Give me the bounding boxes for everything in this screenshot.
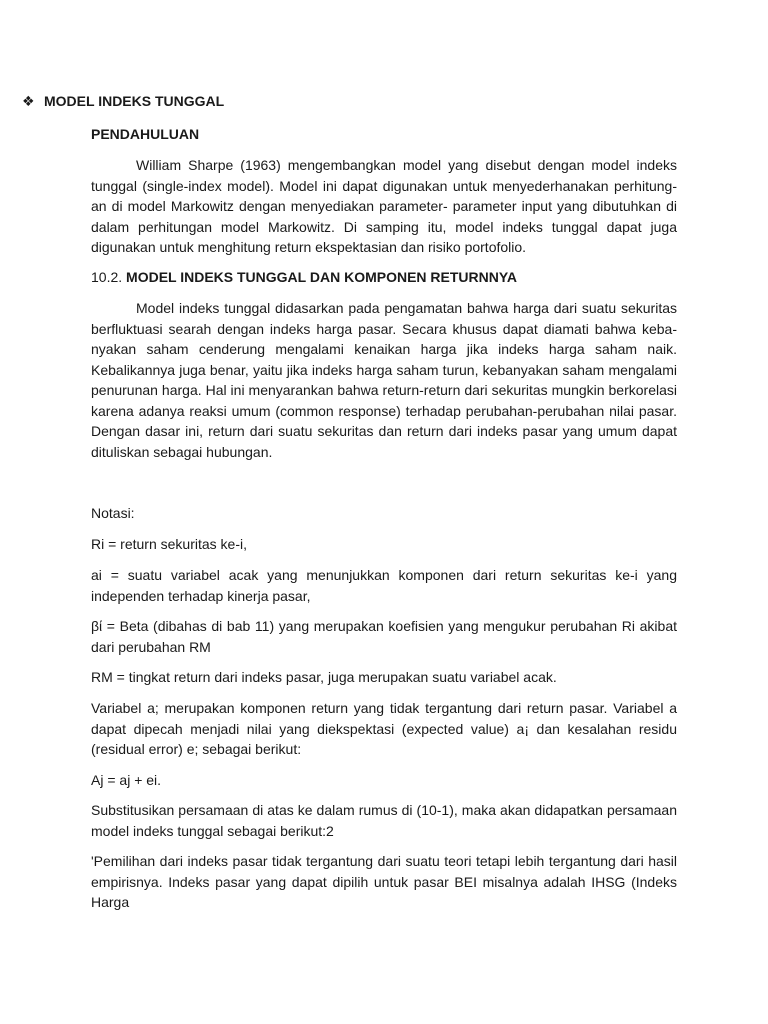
section-title-pendahuluan: PENDAHULUAN — [91, 126, 200, 142]
notasi-ai: ai = suatu variabel acak yang menunjukkan komponen dari return sekuritas ke-i yang independen terhadap kinerja pasar, — [91, 567, 677, 604]
paragraph-intro: William Sharpe (1963) mengembangkan model yang disebut dengan model indeks tunggal (single-index model). Model ini dapat digunakan untuk menyederhanakan perhitung- an di model Markowitz dengan menyediakan parameter- parameter input yang dibutuhkan di dalam perhitungan model Markowitz. Di samping itu, model indeks tunggal dapat juga digunakan untuk menghitung return ekspektasian dan risiko portofolio. — [91, 157, 677, 255]
notasi-label: Notasi: — [91, 505, 135, 521]
paragraph-variabel: Variabel a; merupakan komponen return yang tidak tergantung dari return pasar. Variabel a dapat dipecah menjadi nilai yang diekspektasi (expected value) a¡ dan kesalahan residu (residual error) e; sebagai berikut: — [91, 700, 677, 757]
paragraph-substitusi: Substitusikan persamaan di atas ke dalam rumus di (10-1), maka akan didapatkan persamaan model indeks tunggal sebagai berikut:2 — [91, 802, 677, 839]
section-number: 10.2. — [91, 269, 127, 285]
section-title-text: MODEL INDEKS TUNGGAL DAN KOMPONEN RETURNNYA — [126, 269, 518, 285]
paragraph-model: Model indeks tunggal didasarkan pada pengamatan bahwa harga dari suatu sekuritas berfluktuasi searah dengan indeks harga pasar. Secara khusus dapat diamati bahwa keba- nyakan saham cenderung mengalami kenaikan harga jika indeks harga saham naik. Kebalikannya juga benar, yaitu jika indeks harga saham turun, kebanyakan saham mengalami penurunan harga. Hal ini menyarankan bahwa return-return dari sekuritas mungkin berkorelasi karena adanya reaksi umum (common response) terhadap perubahan-perubahan nilai pasar. Dengan dasar ini, return dari suatu sekuritas dan return dari indeks pasar yang umum dapat dituliskan sebagai hubungan. — [91, 300, 677, 460]
equation: Aj = aj + ei. — [91, 772, 162, 788]
section-title-10-2 — [91, 267, 677, 288]
document-heading — [22, 93, 224, 110]
paragraph-footnote: 'Pemilihan dari indeks pasar tidak tergantung dari suatu teori tetapi lebih tergantung dari hasil empirisnya. Indeks pasar yang dapat dipilih untuk pasar BEI misalnya adalah IHSG (Indeks Harga — [91, 853, 677, 910]
notasi-beta: βί = Beta (dibahas di bab 11) yang merupakan koefisien yang mengukur perubahan Ri akibat dari perubahan RM — [91, 618, 677, 655]
document-heading-text: MODEL INDEKS TUNGGAL — [44, 93, 225, 109]
diamond-bullet-icon: ❖ — [22, 93, 35, 109]
notasi-ri: Ri = return sekuritas ke-i, — [91, 536, 247, 552]
notasi-rm: RM = tingkat return dari indeks pasar, juga merupakan suatu variabel acak. — [91, 669, 557, 685]
